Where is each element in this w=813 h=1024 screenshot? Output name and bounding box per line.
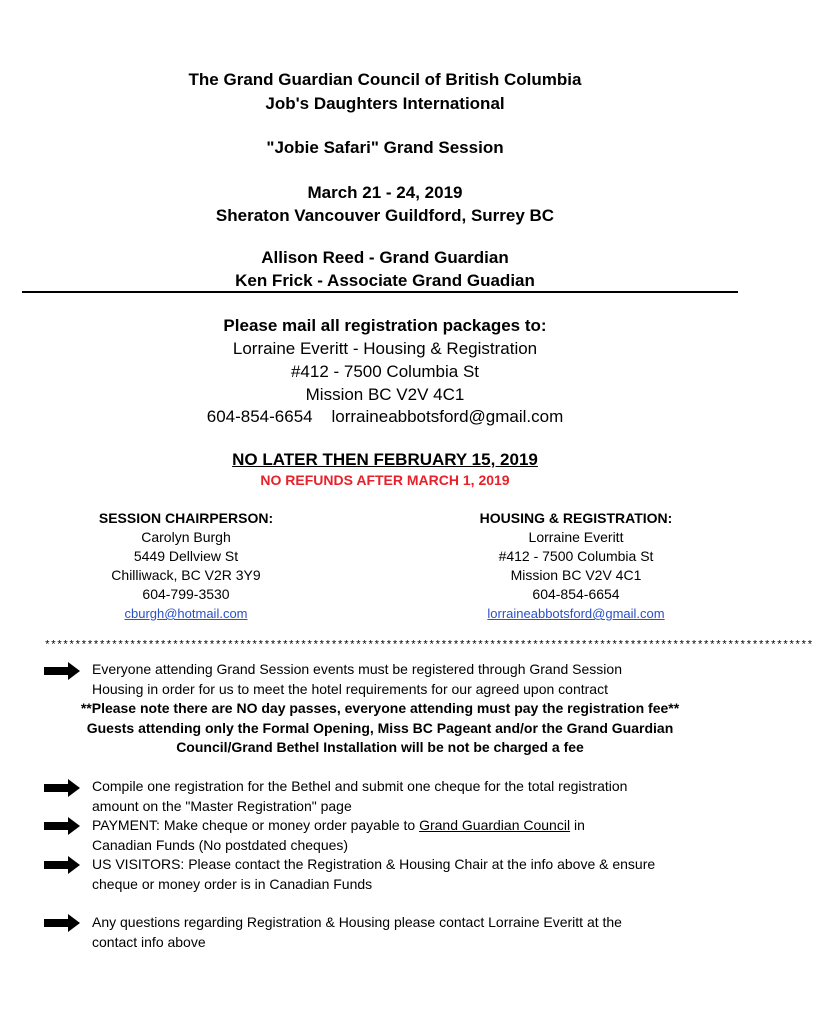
chairperson-city: Chilliwack, BC V2R 3Y9	[111, 567, 261, 583]
organization-title: Job's Daughters International	[265, 94, 505, 113]
associate-grand-guardian: Ken Frick - Associate Grand Guadian	[235, 271, 535, 290]
payment-note-line1	[92, 816, 732, 836]
chairperson-phone: 604-799-3530	[142, 586, 230, 602]
refund-notice: NO REFUNDS AFTER MARCH 1, 2019	[260, 472, 510, 488]
housing-title: HOUSING & REGISTRATION:	[479, 510, 673, 526]
council-title: The Grand Guardian Council of British Columbia	[188, 70, 582, 89]
payee-name: Grand Guardian Council	[419, 817, 571, 833]
chairperson-title: SESSION CHAIRPERSON:	[98, 510, 274, 526]
compile-note-line1: Compile one registration for the Bethel and submit one cheque for the total registration	[92, 778, 628, 794]
questions-line2: contact info above	[92, 933, 206, 950]
housing-registration-block	[446, 509, 706, 623]
chairperson-name: Carolyn Burgh	[141, 529, 231, 545]
session-chairperson-block	[56, 509, 316, 623]
deadline-notice: NO LATER THEN FEBRUARY 15, 2019	[232, 450, 538, 469]
registration-note-line2: Housing in order for us to meet the hotel requirements for our agreed upon contract	[92, 680, 608, 697]
questions-line1: Any questions regarding Registration & Housing please contact Lorraine Everitt at the	[92, 914, 622, 930]
no-day-pass-notice: **Please note there are NO day passes, everyone attending must pay the registration fee**	[80, 700, 680, 716]
registration-note	[92, 660, 732, 699]
chairperson-street: 5449 Dellview St	[133, 548, 239, 564]
mail-address-line1: #412 - 7500 Columbia St	[290, 362, 480, 381]
mail-phone-email: 604-854-6654 lorraineabbotsford@gmail.com	[206, 407, 564, 426]
us-visitors-line1: US VISITORS: Please contact the Registration & Housing Chair at the info above & ensure	[92, 856, 656, 872]
grand-guardian: Allison Reed - Grand Guardian	[261, 248, 509, 267]
guests-notice-line2: Council/Grand Bethel Installation will be not be charged a fee	[176, 739, 584, 755]
session-dates: March 21 - 24, 2019	[307, 183, 463, 202]
compile-note	[92, 777, 732, 816]
right-arrow-icon	[44, 856, 80, 874]
mail-address-line2: Mission BC V2V 4C1	[305, 385, 465, 404]
header-divider	[22, 291, 738, 293]
session-title: "Jobie Safari" Grand Session	[266, 138, 504, 157]
chairperson-email-link[interactable]: cburgh@hotmail.com	[124, 606, 248, 621]
compile-note-line2: amount on the "Master Registration" page	[92, 797, 352, 814]
us-visitors-note	[92, 855, 732, 894]
housing-street: #412 - 7500 Columbia St	[498, 548, 654, 564]
guests-notice-line1: Guests attending only the Formal Opening, Miss BC Pageant and/or the Grand Guardian	[86, 720, 674, 736]
payment-note-line2: Canadian Funds (No postdated cheques)	[92, 836, 349, 853]
payment-prefix: PAYMENT: Make cheque or money order payable to	[92, 817, 420, 833]
housing-name: Lorraine Everitt	[528, 529, 624, 545]
mail-heading: Please mail all registration packages to:	[223, 316, 547, 335]
right-arrow-icon	[44, 779, 80, 797]
us-visitors-line2: cheque or money order is in Canadian Funds	[92, 875, 373, 892]
asterisk-separator: ******************************************************************************************************************************	[44, 640, 813, 652]
right-arrow-icon	[44, 914, 80, 932]
mail-recipient: Lorraine Everitt - Housing & Registration	[232, 339, 538, 358]
right-arrow-icon	[44, 662, 80, 680]
payment-suffix: in	[570, 817, 585, 833]
session-venue: Sheraton Vancouver Guildford, Surrey BC	[215, 206, 555, 225]
payment-note	[92, 816, 732, 855]
registration-note-line1: Everyone attending Grand Session events must be registered through Grand Session	[92, 661, 622, 677]
questions-note	[92, 913, 732, 952]
housing-city: Mission BC V2V 4C1	[510, 567, 642, 583]
housing-email-link[interactable]: lorraineabbotsford@gmail.com	[487, 606, 665, 621]
housing-phone: 604-854-6654	[532, 586, 620, 602]
right-arrow-icon	[44, 817, 80, 835]
